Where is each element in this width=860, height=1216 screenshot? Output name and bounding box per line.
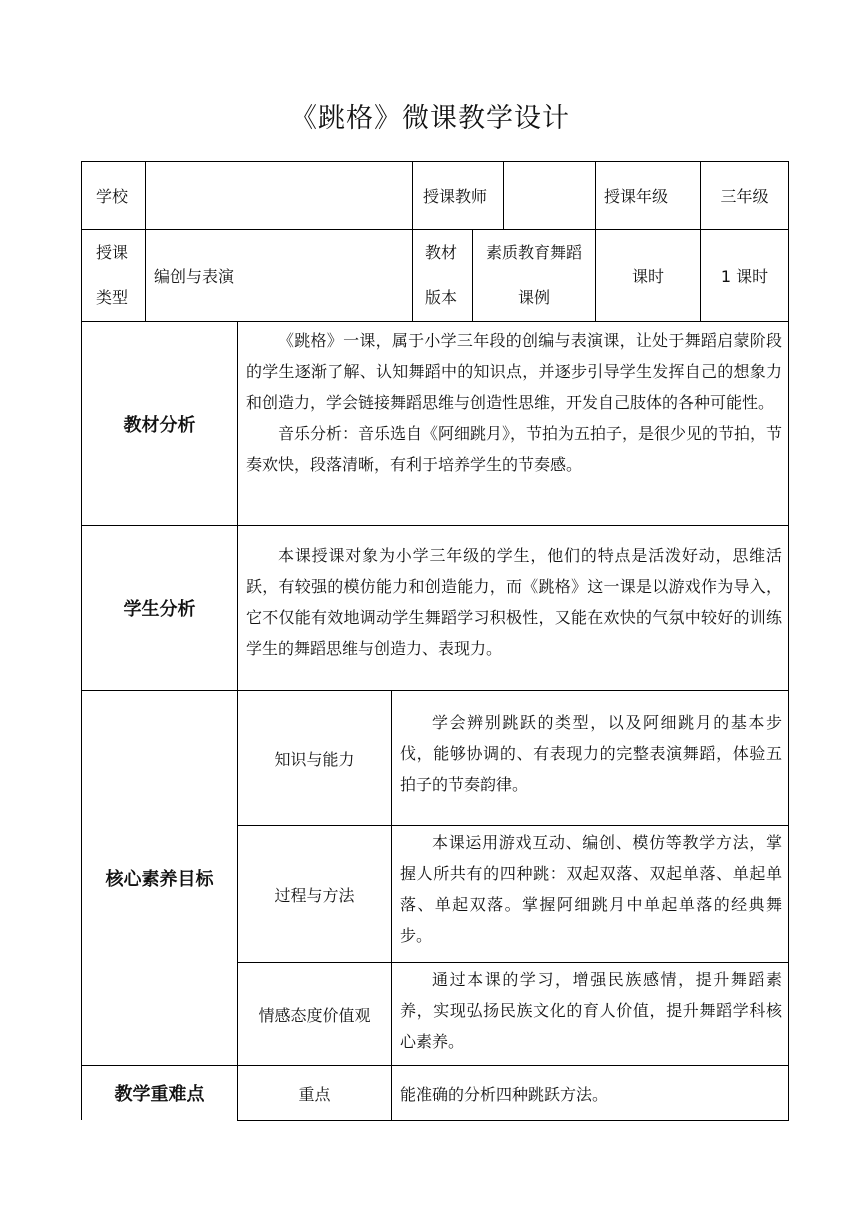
goal-name-process: 过程与方法 <box>274 885 355 905</box>
row-divider <box>237 1120 789 1121</box>
goal-text-emotion-paragraph: 通过本课的学习，增强民族感情，提升舞蹈素养，实现弘扬民族文化的育人价值，提升舞蹈学科核心素养。 <box>400 970 782 1051</box>
core-goals-label: 核心素养目标 <box>105 869 214 890</box>
hours-label: 课时 <box>631 267 664 286</box>
music-analysis-paragraph: 音乐分析：音乐选自《阿细跳月》，节拍为五拍子，是很少见的节拍，节奏欢快，段落清晰，有利于培养学生的节奏感。 <box>246 424 783 474</box>
edition-label-line2: 版本 <box>425 288 458 307</box>
goal-text-knowledge <box>392 691 788 825</box>
edition-label-line1: 教材 <box>425 243 458 262</box>
goal-name-knowledge: 知识与能力 <box>274 749 355 769</box>
lesson-type-label-line2: 类型 <box>96 288 129 307</box>
goal-name-emotion: 情感态度价值观 <box>258 1005 371 1025</box>
goal-text-process <box>392 826 788 962</box>
material-analysis-paragraph: 《跳格》一课，属于小学三年段的创编与表演课，让处于舞蹈启蒙阶段的学生逐渐了解、认知舞蹈中的知识点，并逐步引导学生发挥自己的想象力和创造力，学会链接舞蹈思维与创造性思维，开发自己肢体的各种可能性。 <box>246 331 782 412</box>
page-title: 《跳格》微课教学设计 <box>290 103 570 134</box>
edition-value <box>473 230 595 321</box>
student-analysis-label: 学生分析 <box>123 599 196 620</box>
school-value <box>146 162 412 229</box>
goal-text-process-paragraph: 本课运用游戏互动、编创、模仿等教学方法，掌握人所共有的四种跳：双起双落、双起单落、单起单落、单起双落。掌握阿细跳月中单起单落的经典舞步。 <box>400 833 782 945</box>
keypoints-sub-label: 重点 <box>298 1084 331 1104</box>
teacher-label: 授课教师 <box>423 187 488 206</box>
edition-value-line2: 课例 <box>517 288 550 307</box>
grade-value: 三年级 <box>720 187 769 206</box>
keypoints-text: 能准确的分析四种跳跃方法。 <box>400 1084 609 1104</box>
edition-label <box>413 230 472 321</box>
goal-text-knowledge-paragraph: 学会辨别跳跃的类型，以及阿细跳月的基本步伐，能够协调的、有表现力的完整表演舞蹈，体验五拍子的节奏韵律。 <box>400 713 782 794</box>
lesson-type-label <box>82 230 145 321</box>
teacher-value <box>504 162 595 229</box>
material-analysis-label: 教材分析 <box>123 414 196 436</box>
edition-value-line1: 素质教育舞蹈 <box>485 243 582 262</box>
lesson-type-label-line1: 授课 <box>96 243 129 262</box>
material-analysis-content <box>238 322 788 525</box>
hours-value: 1 课时 <box>720 267 769 286</box>
lesson-type-value: 编创与表演 <box>154 267 235 286</box>
goal-text-emotion <box>392 963 788 1065</box>
school-label: 学校 <box>96 187 129 206</box>
student-analysis-content <box>238 526 788 690</box>
table-border-right <box>788 161 789 1120</box>
keypoints-label: 教学重难点 <box>114 1084 205 1105</box>
grade-label: 授课年级 <box>604 187 669 206</box>
student-analysis-paragraph: 本课授课对象为小学三年级的学生，他们的特点是活泼好动，思维活跃，有较强的模仿能力和创造能力，而《跳格》这一课是以游戏作为导入，它不仅能有效地调动学生舞蹈学习积极性，又能在欢快的气氛中较好的训练学生的舞蹈思维与创造力、表现力。 <box>246 546 782 658</box>
